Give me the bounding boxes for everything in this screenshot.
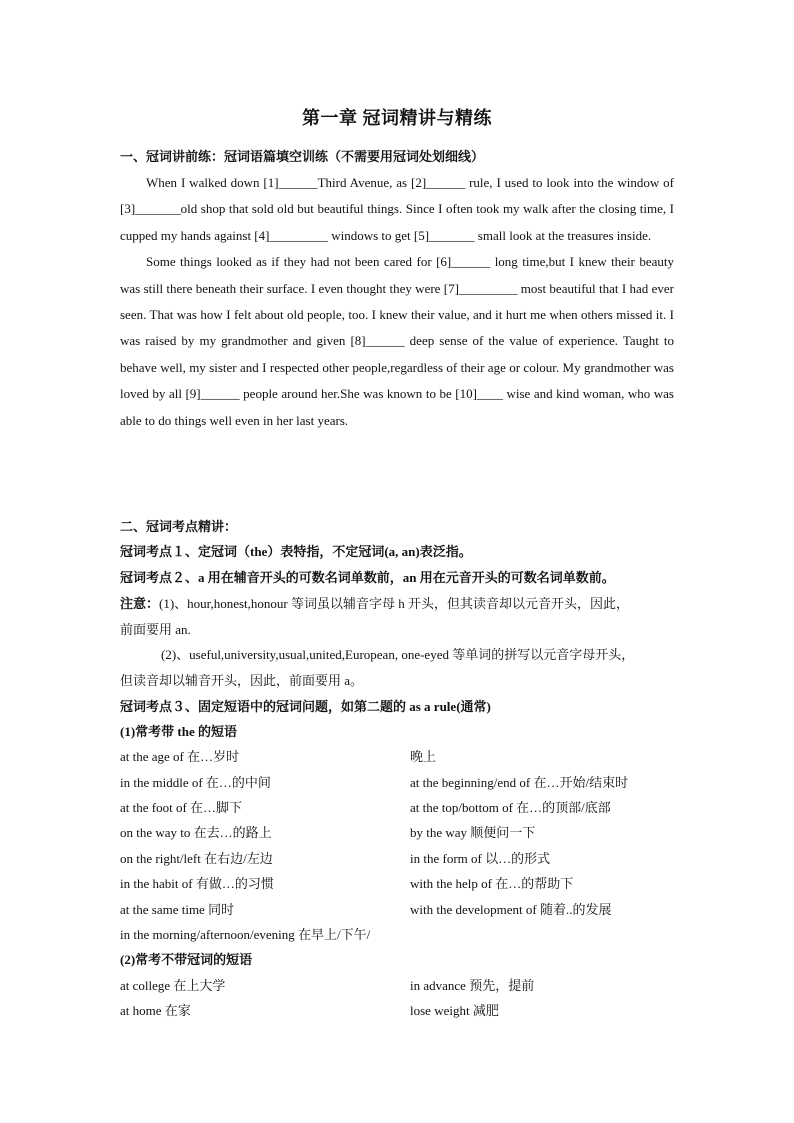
phrases-without-article-heading: (2)常考不带冠词的短语 [120, 952, 253, 967]
phrase-left: in the middle of 在…的中间 [120, 775, 271, 790]
article-point-2: 冠词考点２、a 用在辅音开头的可数名词单数前，an 用在元音开头的可数名词单数前。 [120, 570, 615, 585]
phrase-right: with the development of 随着..的发展 [410, 902, 612, 917]
note-1-text: (1)、hour,honest,honour 等词虽以辅音字母 h 开头，但其读音却以元音开头，因此， [159, 596, 630, 611]
phrase-right: in advance 预先，提前 [410, 978, 535, 993]
phrase-right: at the top/bottom of 在…的顶部/底部 [410, 800, 611, 815]
note-1-continuation: 前面要用 an. [120, 622, 191, 637]
note-2-continuation: 但读音却以辅音开头，因此，前面要用 a。 [120, 673, 364, 688]
section2-heading: 二、冠词考点精讲： [120, 519, 238, 534]
phrase-left: in the habit of 有做…的习惯 [120, 876, 274, 891]
note-2: (2)、useful,university,usual,united,European, one-eyed 等单词的拼写以元音字母开头， [161, 647, 635, 662]
phrase-right: 晚上 [410, 749, 437, 764]
cloze-passage [120, 170, 674, 434]
phrase-right: at the beginning/end of 在…开始/结束时 [410, 775, 629, 790]
phrase-right: by the way 顺便问一下 [410, 825, 536, 840]
phrase-right: lose weight 减肥 [410, 1003, 499, 1018]
note-label: 注意： [120, 596, 160, 611]
phrase-right: in the form of 以…的形式 [410, 851, 551, 866]
phrase-left: at college 在上大学 [120, 978, 226, 993]
phrase-left: at the age of 在…岁时 [120, 749, 240, 764]
phrases-with-the-heading: (1)常考带 the 的短语 [120, 724, 237, 739]
phrase-left: at the foot of 在…脚下 [120, 800, 243, 815]
section1-heading: 一、冠词讲前练：冠词语篇填空训练（不需要用冠词处划细线） [120, 149, 485, 164]
passage-paragraph-2: Some things looked as if they had not been cared for [6]______ long time,but I knew their beauty was still there beneath their surface. I even thought they were [7]_________ most beautiful that I had ever seen. That was how I felt about old people, too. I knew their value, and it hurt me when others missed it. I was raised by my grandmother and given [8]______ deep sense of the value of experience. Taught to behave well, my sister and I respected other people,regardless of their age or colour. My grandmother was loved by all [9]______ people around her.She was known to be [10]____ wise and kind woman, who was able to do things well even in her last years. [120, 254, 674, 428]
chapter-title: 第一章 冠词精讲与精练 [302, 108, 492, 128]
phrase-left: on the way to 在去…的路上 [120, 825, 272, 840]
note-1 [120, 593, 629, 612]
passage-paragraph-1: When I walked down [1]______Third Avenue, as [2]______ rule, I used to look into the window of [3]_______old shop that sold old but beautiful things. Since I often took my walk after the closing time, I cupped my hands against [4]_________ windows to get [5]_______ small look at the treasures inside. [120, 175, 674, 243]
phrase-right: with the help of 在…的帮助下 [410, 876, 574, 891]
phrase-left: at home 在家 [120, 1003, 191, 1018]
phrase-left: at the same time 同时 [120, 902, 235, 917]
phrase-left: in the morning/afternoon/evening 在早上/下午/ [120, 927, 371, 942]
article-point-1: 冠词考点１、定冠词（the）表特指，不定冠词(a, an)表泛指。 [120, 544, 472, 559]
article-point-3: 冠词考点３、固定短语中的冠词问题，如第二题的 as a rule(通常) [120, 699, 491, 714]
phrase-left: on the right/left 在右边/左边 [120, 851, 273, 866]
